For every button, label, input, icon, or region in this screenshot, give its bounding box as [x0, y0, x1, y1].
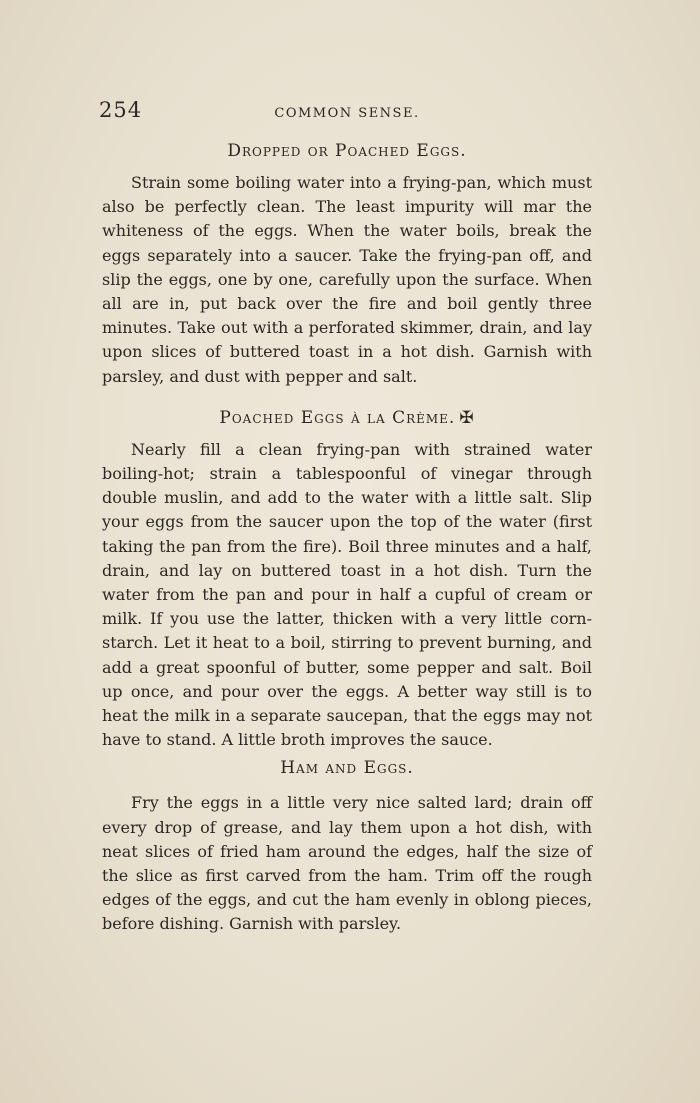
maltese-cross-icon: ✠ — [459, 407, 475, 428]
section-heading-ham-and-eggs: Ham and Eggs. — [280, 758, 414, 779]
recipe-paragraph-ham-and-eggs: Fry the eggs in a little very nice salted lard; drain off every drop of grease, and lay them upon a hot dish, with neat slices of fried ham around the edges, half the size of the slice as first carved from the ham. Trim off the rough edges of the eggs, and cut the ham evenly in oblong pieces, before dishing. Garnish with parsley. — [102, 793, 592, 934]
running-head — [99, 94, 592, 128]
section-heading-poached-eggs-creme-text: Poached Eggs à la Crème. — [219, 407, 456, 428]
section-heading-poached-eggs-creme — [102, 408, 592, 428]
recipe-paragraph-dropped-eggs: Strain some boiling water into a frying-pan, which must also be perfectly clean. The least impurity will mar the whiteness of the eggs. When the water boils, break the eggs separately into a saucer. Take the frying-pan off, and slip the eggs, one by one, carefully upon the surface. When all are in, put back over the fire and boil gently three minutes. Take out with a perforated skimmer, drain, and lay upon slices of buttered toast in a hot dish. Garnish with parsley, and dust with pepper and salt. — [102, 173, 592, 386]
page-content — [99, 94, 592, 937]
recipe-paragraph-poached-eggs-creme: Nearly fill a clean frying-pan with strained water boiling-hot; strain a tablespoonful of vinegar through double muslin, and add to the water with a little salt. Slip your eggs from the saucer upon the top of the water (first taking the pan from the fire). Boil three minutes and a half, drain, and lay on buttered toast in a hot dish. Turn the water from the pan and pour in half a cupful of cream or milk. If you use the latter, thicken with a very little corn-starch. Let it heat to a boil, stirring to prevent burning, and add a great spoonful of butter, some pepper and salt. Boil up once, and pour over the eggs. A better way still is to heat the milk in a separate saucepan, that the eggs may not have to stand. A little broth improves the sauce. — [102, 439, 592, 750]
page-number: 254 — [99, 98, 143, 122]
section-heading-dropped-eggs: Dropped or Poached Eggs. — [227, 141, 467, 161]
running-head-title: COMMON SENSE. — [274, 106, 420, 121]
